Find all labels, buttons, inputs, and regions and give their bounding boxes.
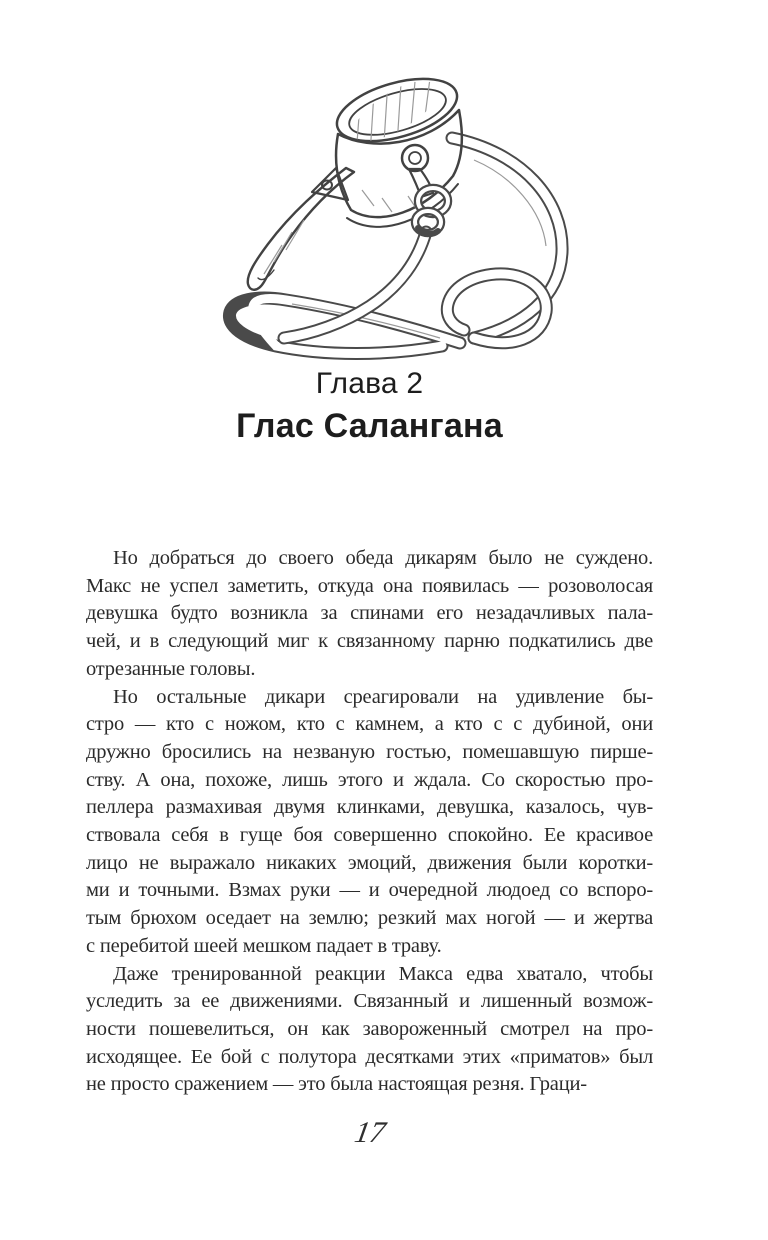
chapter-heading — [86, 364, 653, 448]
body-line: ности пошевелиться, он как завороженный смотрел на про- — [86, 1017, 653, 1040]
body-text — [86, 545, 653, 1099]
body-line: отрезанные головы. — [86, 657, 256, 680]
collar-strap — [248, 168, 354, 290]
body-line: стро — кто с ножом, кто с камнем, а кто с с дубиной, они — [86, 713, 653, 736]
body-line: ствовала себя в гуще боя совершенно спокойно. Ее красивое — [86, 824, 653, 847]
chapter-title: Глас Салангана — [236, 407, 503, 445]
body-line: чей, и в следующий миг к связанному парню подкатились две — [86, 630, 653, 653]
body-line: лицо не выражало никаких эмоций, движения были коротки- — [86, 851, 653, 874]
body-line: ству. А она, похоже, лишь этого и ждала. Со скоростью про- — [86, 768, 653, 791]
body-line: Но добраться до своего обеда дикарям было не суждено. — [113, 547, 653, 569]
chapter-number: Глава 2 — [315, 367, 424, 400]
paragraph — [86, 545, 653, 684]
body-line: Даже тренированной реакции Макса едва хватало, чтобы — [113, 962, 653, 985]
chain-rings — [415, 188, 448, 234]
body-line: уследить за ее движениями. Связанный и лишенный возмож- — [86, 990, 653, 1013]
body-line: дружно бросились на незваную гостью, помешавшую пирше- — [86, 740, 653, 763]
body-line: Макс не успел заметить, откуда она появилась — розоволосая — [86, 574, 653, 597]
paragraph — [86, 684, 653, 961]
body-line: девушка будто возникла за спинами его незадачливых пала- — [86, 602, 653, 625]
body-line: ми и точными. Взмах руки — и очередной людоед со вспоро- — [86, 879, 653, 902]
paragraph — [86, 961, 653, 1100]
body-line: исходящее. Ее бой с полутора десятками этих «приматов» был — [86, 1045, 653, 1068]
collar-leash-sketch-drawing — [212, 60, 584, 362]
body-line: с перебитой шеей мешком падает в траву. — [86, 934, 442, 957]
body-line: не просто сражением — это была настоящая резня. Граци- — [86, 1073, 587, 1096]
page-number — [86, 1116, 653, 1150]
body-line: пеллера размахивая двумя клинками, девушка, казалось, чув- — [86, 796, 653, 819]
chapter-illustration — [212, 60, 584, 362]
body-line: Но остальные дикари среагировали на удивление бы- — [113, 685, 653, 708]
body-line: тым брюхом оседает на землю; резкий мах ногой — и жертва — [86, 907, 653, 930]
page-number-value: 17 — [351, 1116, 388, 1149]
